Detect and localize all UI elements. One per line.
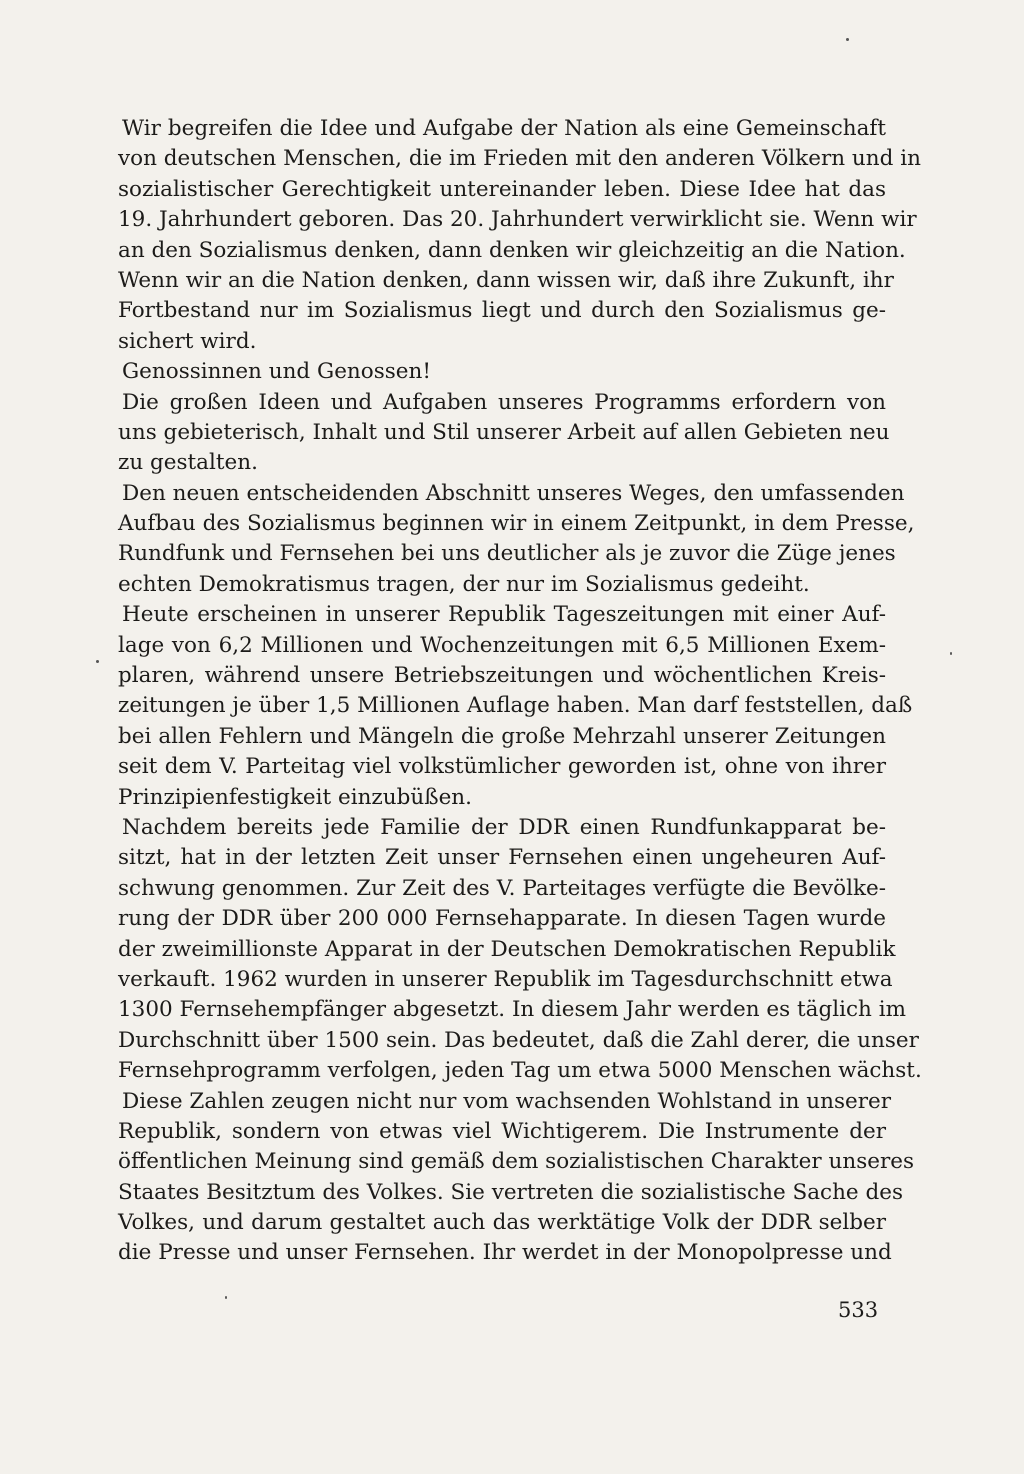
text-line: Fernsehprogramm verfolgen, jeden Tag um etwa 5000 Menschen wächst.	[118, 1058, 922, 1084]
text-line: seit dem V. Parteitag viel volkstümlicher geworden ist, ohne von ihrer	[118, 754, 886, 780]
text-line: verkauft. 1962 wurden in unserer Republik im Tagesdurchschnitt etwa	[118, 966, 893, 992]
text-line: schwung genommen. Zur Zeit des V. Parteitages verfügte die Bevölke-	[118, 875, 886, 901]
text-line: von deutschen Menschen, die im Frieden mit den anderen Völkern und in	[118, 146, 921, 172]
text-line: Den neuen entscheidenden Abschnitt unseres Weges, den umfassenden	[122, 480, 905, 506]
text-line: bei allen Fehlern und Mängeln die große Mehrzahl unserer Zeitungen	[118, 723, 886, 749]
body-text	[118, 114, 922, 1269]
text-line: Nachdem bereits jede Familie der DDR einen Rundfunkapparat be-	[122, 814, 886, 840]
text-line: Volkes, und darum gestaltet auch das werktätige Volk der DDR selber	[118, 1210, 886, 1236]
text-line: zeitungen je über 1,5 Millionen Auflage haben. Man darf feststellen, daß	[118, 693, 913, 719]
text-line: Republik, sondern von etwas viel Wichtigerem. Die Instrumente der	[118, 1118, 886, 1144]
text-line: Staates Besitztum des Volkes. Sie vertreten die sozialistische Sache des	[118, 1179, 904, 1205]
text-line: plaren, während unsere Betriebszeitungen und wöchentlichen Kreis-	[118, 663, 886, 689]
text-line: öffentlichen Meinung sind gemäß dem sozialistischen Charakter unseres	[118, 1149, 915, 1175]
text-line: echten Demokratismus tragen, der nur im Sozialismus gedeiht.	[118, 571, 810, 597]
text-line: Rundfunk und Fernsehen bei uns deutlicher als je zuvor die Züge jenes	[118, 541, 896, 567]
text-line: Diese Zahlen zeugen nicht nur vom wachsenden Wohlstand in unserer	[122, 1088, 891, 1114]
text-line: uns gebieterisch, Inhalt und Stil unserer Arbeit auf allen Gebieten neu	[118, 419, 890, 445]
page-number: 533	[838, 1298, 879, 1322]
text-line: 19. Jahrhundert geboren. Das 20. Jahrhundert verwirklicht sie. Wenn wir	[118, 207, 917, 233]
text-line: Genossinnen und Genossen!	[122, 359, 431, 385]
text-line: an den Sozialismus denken, dann denken wir gleichzeitig an die Nation.	[118, 237, 906, 263]
text-line: der zweimillionste Apparat in der Deutschen Demokratischen Republik	[118, 936, 896, 962]
text-line: Durchschnitt über 1500 sein. Das bedeutet, daß die Zahl derer, die unser	[118, 1027, 919, 1053]
text-line: sitzt, hat in der letzten Zeit unser Fernsehen einen ungeheuren Auf-	[118, 845, 886, 871]
print-speck	[846, 38, 849, 41]
text-line: Wir begreifen die Idee und Aufgabe der Nation als eine Gemeinschaft	[122, 116, 886, 141]
text-line: Heute erscheinen in unserer Republik Tageszeitungen mit einer Auf-	[122, 602, 886, 628]
text-line: Fortbestand nur im Sozialismus liegt und durch den Sozialismus ge-	[118, 298, 886, 324]
print-speck	[950, 652, 952, 655]
text-line: die Presse und unser Fernsehen. Ihr werdet in der Monopolpresse und	[118, 1240, 892, 1266]
print-speck	[225, 1296, 227, 1299]
print-speck	[96, 660, 99, 663]
text-line: Prinzipienfestigkeit einzubüßen.	[118, 784, 472, 810]
text-line: rung der DDR über 200 000 Fernsehapparate. In diesen Tagen wurde	[118, 906, 886, 932]
text-line: sichert wird.	[118, 328, 257, 354]
text-line: Aufbau des Sozialismus beginnen wir in einem Zeitpunkt, in dem Presse,	[118, 511, 915, 537]
text-line: Die großen Ideen und Aufgaben unseres Programms erfordern von	[122, 389, 886, 415]
text-line: lage von 6,2 Millionen und Wochenzeitungen mit 6,5 Millionen Exem-	[118, 632, 886, 658]
text-line: sozialistischer Gerechtigkeit untereinander leben. Diese Idee hat das	[118, 176, 886, 202]
text-line: 1300 Fernsehempfänger abgesetzt. In diesem Jahr werden es täglich im	[118, 997, 906, 1023]
text-line: zu gestalten.	[118, 450, 258, 476]
text-line: Wenn wir an die Nation denken, dann wissen wir, daß ihre Zukunft, ihr	[118, 267, 894, 293]
